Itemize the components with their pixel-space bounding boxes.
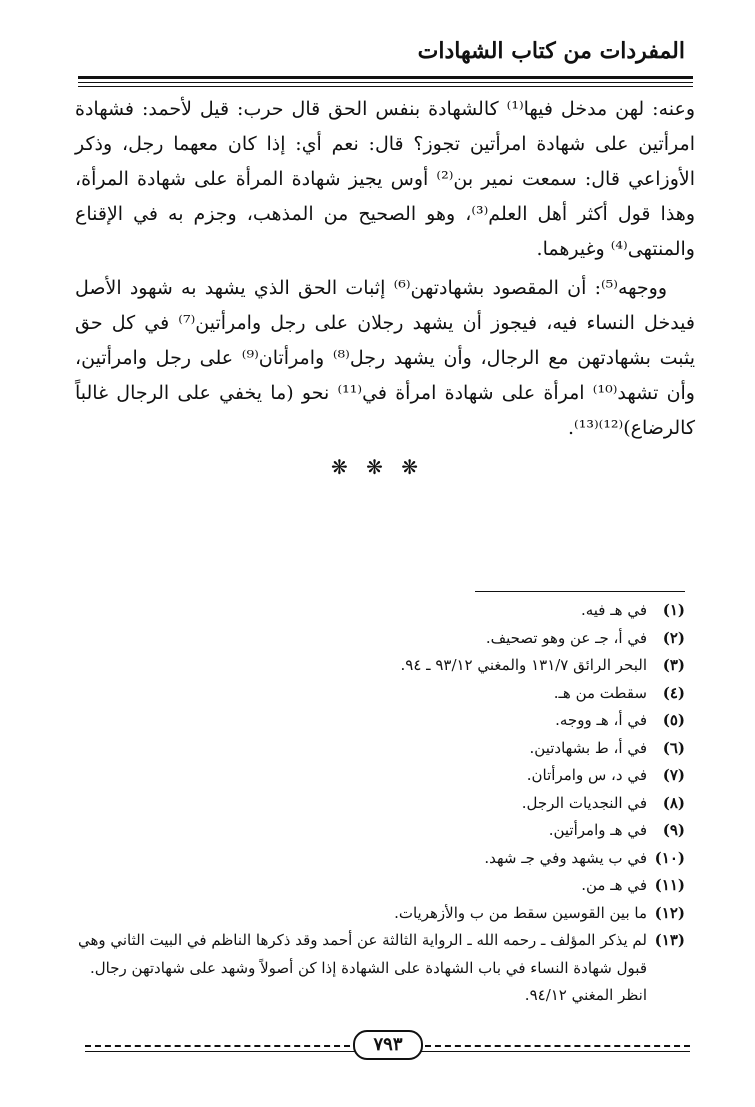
footnote-item (65, 762, 685, 790)
main-text (75, 92, 695, 450)
header-rule-thick (78, 76, 693, 79)
section-separator: ❋ ❋ ❋ (331, 455, 424, 479)
footer-dashed-rule-left (85, 1045, 350, 1047)
footnote-item (65, 790, 685, 818)
footnote-item (65, 680, 685, 708)
footnote-number: (١١) (654, 876, 685, 894)
footnote-number: (٩) (662, 821, 685, 839)
footnote-number: (٣) (662, 656, 685, 674)
footnote-text: في النجديات الرجل. (521, 793, 647, 812)
footnote-text: في د، س وامرأتان. (526, 766, 647, 784)
footnote-number: (٧) (662, 766, 685, 784)
footnote-text: في أ، هـ ووجه. (555, 711, 647, 729)
footnote-item (65, 735, 685, 763)
footnote-number: (٥) (662, 711, 685, 729)
footnote-text: البحر الرائق ١٣١/٧ والمغني ٩٣/١٢ ـ ٩٤. (400, 656, 647, 674)
footnote-number: (٦) (662, 738, 685, 757)
running-header: المفردات من كتاب الشهادات (417, 38, 685, 64)
footnote-item (65, 927, 685, 1010)
footnote-number: (١٣) (654, 931, 685, 949)
footnote-number: (٢) (662, 628, 685, 647)
paragraph-2: ووجهه⁽⁵⁾: أن المقصود بشهادتهن⁽⁶⁾ إثبات الحق الذي يشهد به شهود الأصل فيدخل النساء فيه، فيجوز أن يشهد رجلان على رجل وامرأتين⁽⁷⁾ في كل حق يثبت بشهادتهن مع الرجال، وأن يشهد رجل⁽⁸⁾ وامرأتان⁽⁹⁾ على رجل وامرأتين، وأن تشهد⁽¹⁰⁾ امرأة على شهادة امرأة في⁽¹¹⁾ نحو (ما يخفي على الرجال غالباً كالرضاع)⁽¹²⁾⁽¹³⁾. (75, 277, 696, 439)
footnote-number: (٨) (662, 793, 685, 812)
footnote-number: (١) (662, 601, 685, 619)
footnote-text: لم يذكر المؤلف ـ رحمه الله ـ الرواية الثالثة عن أحمد وقد ذكرها الناظم في البيت الثاني وهي قبول شهادة النساء في باب الشهادة على الشهادة إذا كن أصولاً وشهد على شهادتهن رجال. انظر المغني ٩٤/١٢. (77, 931, 647, 1004)
footnote-text: في هـ من. (581, 876, 647, 894)
page-number: ٧٩٣ (353, 1030, 423, 1060)
footnote-text: سقطت من هـ. (553, 683, 647, 702)
footnote-text: ما بين القوسين سقط من ب والأزهريات. (394, 903, 647, 922)
header-rule-thin-2 (78, 86, 693, 87)
footnote-item (65, 872, 685, 900)
footnote-item (65, 707, 685, 735)
footnote-item (65, 625, 685, 653)
footnote-item (65, 900, 685, 928)
header-rule-thin (78, 82, 693, 83)
paragraph-1: وعنه: لهن مدخل فيها⁽¹⁾ كالشهادة بنفس الحق قال حرب: قيل لأحمد: فشهادة امرأتين على شهادة امرأتين تجوز؟ قال: نعم أي: إذا كان معهما رجل، وذكر الأوزاعي قال: سمعت نمير بن⁽²⁾ أوس يجيز شهادة المرأة على شهادة المرأة، وهذا قول أكثر أهل العلم⁽³⁾، وهو الصحيح من المذهب، وجزم به في الإقناع والمنتهى⁽⁴⁾ وغيرهما. (75, 98, 696, 260)
footer-dashed-rule-right (425, 1045, 690, 1047)
footnote-item (65, 597, 685, 625)
footnote-number: (٤) (662, 683, 685, 702)
footnote-number: (١٠) (654, 848, 685, 867)
footnote-text: في ب يشهد وفي جـ شهد. (484, 848, 647, 867)
footnote-text: في هـ فيه. (580, 601, 647, 619)
footnote-item (65, 652, 685, 680)
footnote-number: (١٢) (654, 903, 685, 922)
footnote-text: في أ، جـ عن وهو تصحيف. (485, 628, 647, 647)
footnote-text: في أ، ط بشهادتين. (529, 738, 647, 757)
page-footer (85, 1030, 690, 1060)
footnote-text: في هـ وامرأتين. (548, 821, 647, 839)
footnote-rule (475, 591, 685, 592)
footnote-item (65, 845, 685, 873)
footnotes-list (65, 597, 685, 1010)
footnote-item (65, 817, 685, 845)
